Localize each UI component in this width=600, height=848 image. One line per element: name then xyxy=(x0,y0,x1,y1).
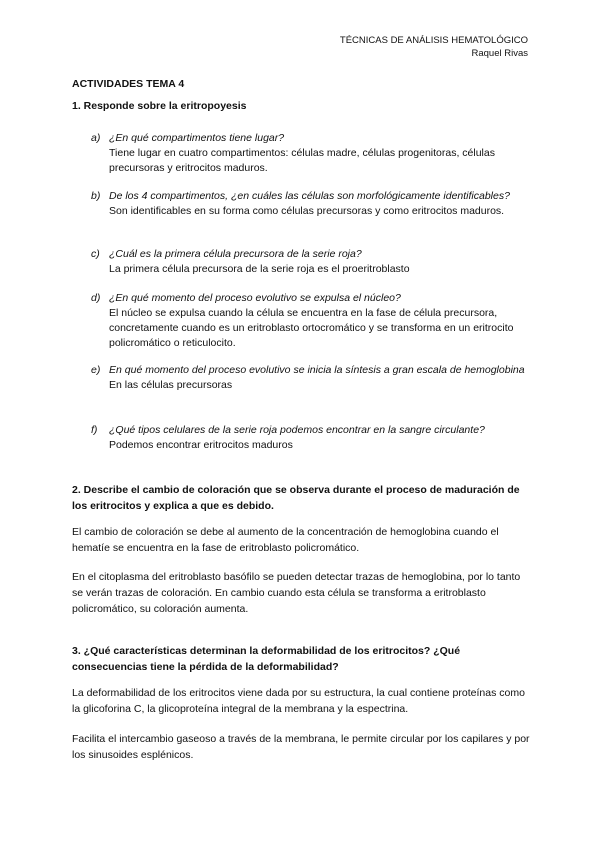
item-answer: En las células precursoras xyxy=(109,379,233,391)
page-header xyxy=(340,34,528,60)
header-author: Raquel Rivas xyxy=(471,48,528,59)
section3-paragraph: La deformabilidad de los eritrocitos viene dada por su estructura, la cual contiene proteínas como la glicoforina C, la glicoproteína integral de la membrana y la espectrina. xyxy=(72,687,525,715)
header-course: TÉCNICAS DE ANÁLISIS HEMATOLÓGICO xyxy=(339,35,528,46)
question-item-f xyxy=(91,423,531,453)
item-question: ¿Cuál es la primera célula precursora de la serie roja? xyxy=(109,248,362,260)
question-item-a xyxy=(91,131,531,176)
item-answer: Tiene lugar en cuatro compartimentos: células madre, células progenitoras, células precursoras y eritrocitos maduros. xyxy=(109,147,495,174)
item-question: En qué momento del proceso evolutivo se inicia la síntesis a gran escala de hemoglobina xyxy=(109,364,525,376)
item-question: ¿En qué compartimentos tiene lugar? xyxy=(109,132,285,144)
item-letter: c) xyxy=(91,248,100,260)
document-title: ACTIVIDADES TEMA 4 xyxy=(72,78,185,90)
item-question: De los 4 compartimentos, ¿en cuáles las células son morfológicamente identificables? xyxy=(109,190,510,202)
item-letter: f) xyxy=(91,424,98,436)
item-answer: Son identificables en su forma como células precursoras y como eritrocitos maduros. xyxy=(109,205,505,217)
item-answer: Podemos encontrar eritrocitos maduros xyxy=(109,439,293,451)
item-question: ¿En qué momento del proceso evolutivo se expulsa el núcleo? xyxy=(109,292,401,304)
question-item-b xyxy=(91,189,531,219)
section3-title: 3. ¿Qué características determinan la deformabilidad de los eritrocitos? ¿Qué consecuencias tiene la pérdida de la deformabilidad? xyxy=(72,645,461,673)
item-letter: b) xyxy=(91,190,101,202)
question-item-c xyxy=(91,247,531,277)
section2-paragraph: En el citoplasma del eritroblasto basófilo se pueden detectar trazas de hemoglobina, por lo tanto se verán trazas de coloración. En cambio cuando esta célula se transforma a eritroblasto policromático, su coloración aumenta. xyxy=(72,571,521,615)
section2-title: 2. Describe el cambio de coloración que se observa durante el proceso de maduración de los eritrocitos y explica a que es debido. xyxy=(72,484,520,512)
item-letter: a) xyxy=(91,132,101,144)
section2-paragraph: El cambio de coloración se debe al aumento de la concentración de hemoglobina cuando el hematíe se encuentra en la fase de eritroblasto policromático. xyxy=(72,526,499,554)
item-question: ¿Qué tipos celulares de la serie roja podemos encontrar en la sangre circulante? xyxy=(109,424,485,436)
item-answer: La primera célula precursora de la serie roja es el proeritroblasto xyxy=(109,263,410,275)
section3-paragraph: Facilita el intercambio gaseoso a través de la membrana, le permite circular por los capilares y por los sinusoides esplénicos. xyxy=(72,733,530,761)
item-letter: d) xyxy=(91,292,101,304)
section1-title: 1. Responde sobre la eritropoyesis xyxy=(72,100,247,112)
question-item-e xyxy=(91,363,531,393)
item-letter: e) xyxy=(91,364,101,376)
question-item-d xyxy=(91,291,531,351)
item-answer: El núcleo se expulsa cuando la célula se encuentra en la fase de célula precursora, concretamente cuando es un eritroblasto ortocromático y se transforma en un eritrocito policromático o reticulocito. xyxy=(109,307,514,349)
